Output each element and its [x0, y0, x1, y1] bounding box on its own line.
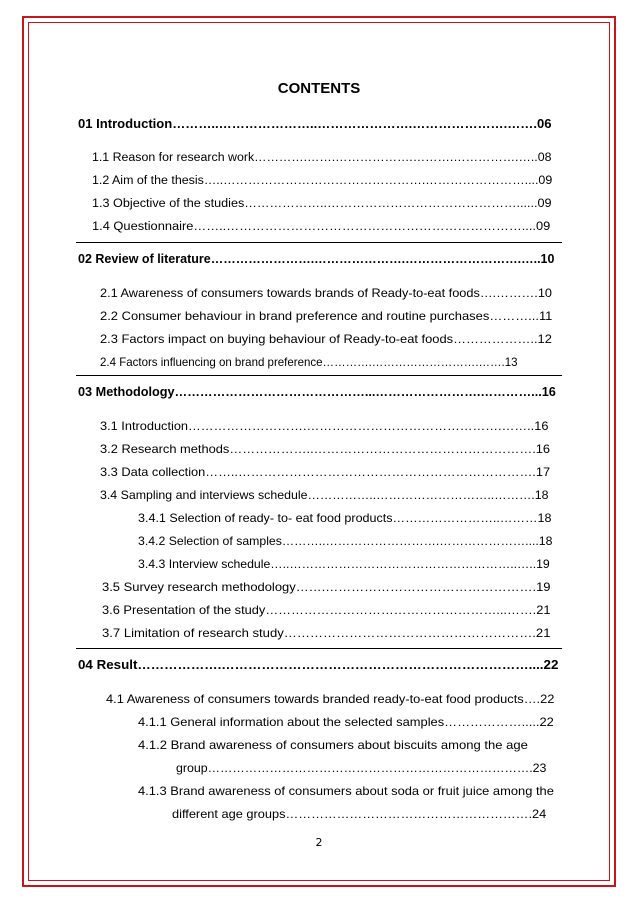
toc-section-entry: 2.4 Factors influencing on brand preference………….……………………….…….13: [100, 355, 518, 369]
toc-section-entry: 3.2 Research methods………………..…………………………………………….16: [100, 442, 551, 456]
toc-section-entry: group…………………………………………………………………….23: [176, 761, 547, 775]
page-title: CONTENTS: [277, 80, 361, 97]
toc-section-entry: 2.3 Factors impact on buying behaviour of Ready-to-eat foods………………..12: [100, 332, 552, 346]
toc-section-entry: 3.4 Sampling and interviews schedule……………..………………………..……….18: [100, 488, 549, 502]
section-divider: [76, 242, 562, 243]
toc-section-entry: 1.4 Questionnaire……..……………………………………………………………....09: [92, 221, 551, 233]
section-divider: [76, 648, 562, 649]
toc-section-entry: 1.1 Reason for research work………….…….……………….……….…………….…..08: [92, 152, 552, 164]
toc-section-entry: 1.2 Aim of the thesis…..………………………………………….……………………....09: [92, 175, 553, 187]
toc-chapter-entry: 02 Review of literature…………………….………………….……………………….…..10: [78, 252, 555, 266]
toc-chapter-entry: 01 Introduction………..…………………..………………….………………….…….06: [78, 117, 552, 131]
toc-chapter-entry: 03 Methodology………………………………………...…………………….…………...16: [78, 385, 556, 399]
toc-section-entry: 2.2 Consumer behaviour in brand preference and routine purchases………...11: [100, 309, 553, 323]
toc-section-entry: 3.4.3 Interview schedule…..………………………………………………..…..19: [138, 557, 550, 571]
toc-section-entry: 4.1.2 Brand awareness of consumers about biscuits among the age: [138, 738, 528, 752]
toc-section-entry: 3.1 Introduction……………………….……………………………………….……..16: [100, 419, 549, 433]
toc-section-entry: 3.6 Presentation of the study………………………………………………...…….21: [102, 603, 551, 617]
toc-section-entry: 3.4.1 Selection of ready- to- eat food products……………………..………18: [138, 511, 552, 525]
toc-section-entry: 3.4.2 Selection of samples………..……………………….…………………....18: [138, 534, 553, 548]
toc-section-entry: 3.7 Limitation of research study………………………………………………….21: [102, 626, 551, 640]
toc-section-entry: 4.1.3 Brand awareness of consumers about soda or fruit juice among the: [138, 784, 554, 798]
toc-section-entry: 4.1.1 General information about the selected samples……………….....22: [138, 715, 554, 729]
toc-section-entry: 2.1 Awareness of consumers towards brands of Ready-to-eat foods….……….10: [100, 286, 552, 300]
toc-section-entry: 3.3 Data collection……..…………………………………………………………….17: [100, 465, 551, 479]
toc-section-entry: different age groups………………………………………………….24: [172, 807, 547, 821]
page-number: 2: [315, 836, 323, 849]
section-divider: [76, 375, 562, 376]
toc-section-entry: 3.5 Survey research methodology…….………………………………………….19: [102, 580, 551, 594]
toc-section-entry: 1.3 Objective of the studies………………..………………………………………......09: [92, 198, 552, 210]
toc-chapter-entry: 04 Result……………….……………………………………………………………....22: [78, 658, 559, 672]
toc-section-entry: 4.1 Awareness of consumers towards branded ready-to-eat food products….22: [106, 692, 555, 706]
